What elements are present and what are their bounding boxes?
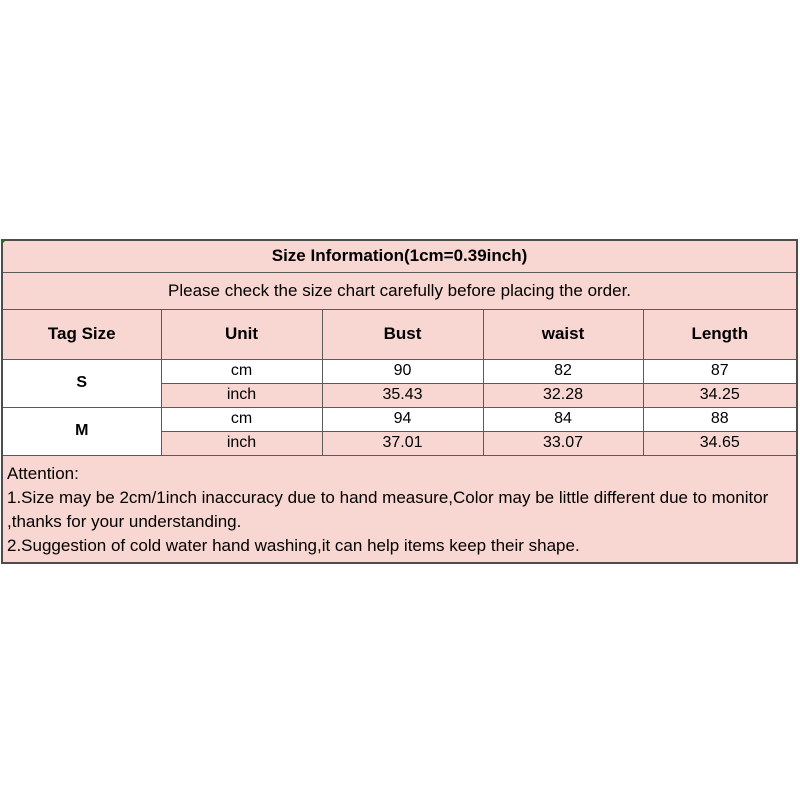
table-subtitle-row — [2, 272, 797, 309]
size-chart — [1, 239, 796, 564]
column-header-row — [2, 309, 797, 359]
unit-label: inch — [161, 431, 322, 455]
waist-value: 33.07 — [483, 431, 643, 455]
column-header-tag-size: Tag Size — [2, 309, 161, 359]
size-s-cm-row — [2, 359, 797, 383]
bust-value: 35.43 — [322, 383, 483, 407]
size-m-cm-row — [2, 407, 797, 431]
length-value: 34.25 — [643, 383, 797, 407]
bust-value: 37.01 — [322, 431, 483, 455]
length-value: 88 — [643, 407, 797, 431]
green-corner-marker-icon — [1, 239, 7, 245]
table-subtitle: Please check the size chart carefully before placing the order. — [2, 272, 797, 309]
size-tag-m: M — [2, 407, 161, 455]
waist-value: 82 — [483, 359, 643, 383]
column-header-unit: Unit — [161, 309, 322, 359]
attention-section — [2, 455, 797, 563]
attention-section-row — [2, 455, 797, 563]
column-header-bust: Bust — [322, 309, 483, 359]
unit-label: cm — [161, 359, 322, 383]
unit-label: cm — [161, 407, 322, 431]
table-title: Size Information(1cm=0.39inch) — [2, 240, 797, 272]
waist-value: 84 — [483, 407, 643, 431]
attention-note-line: 2.Suggestion of cold water hand washing,it can help items keep their shape. — [7, 535, 580, 555]
unit-label: inch — [161, 383, 322, 407]
attention-note-line: ,thanks for your understanding. — [7, 511, 242, 531]
bust-value: 94 — [322, 407, 483, 431]
size-table — [1, 239, 798, 564]
attention-heading: Attention: — [7, 463, 79, 483]
column-header-waist: waist — [483, 309, 643, 359]
length-value: 34.65 — [643, 431, 797, 455]
attention-note-line: 1.Size may be 2cm/1inch inaccuracy due to hand measure,Color may be little different due to monitor — [7, 487, 769, 507]
length-value: 87 — [643, 359, 797, 383]
column-header-length: Length — [643, 309, 797, 359]
waist-value: 32.28 — [483, 383, 643, 407]
bust-value: 90 — [322, 359, 483, 383]
size-tag-s: S — [2, 359, 161, 407]
table-title-row — [2, 240, 797, 272]
